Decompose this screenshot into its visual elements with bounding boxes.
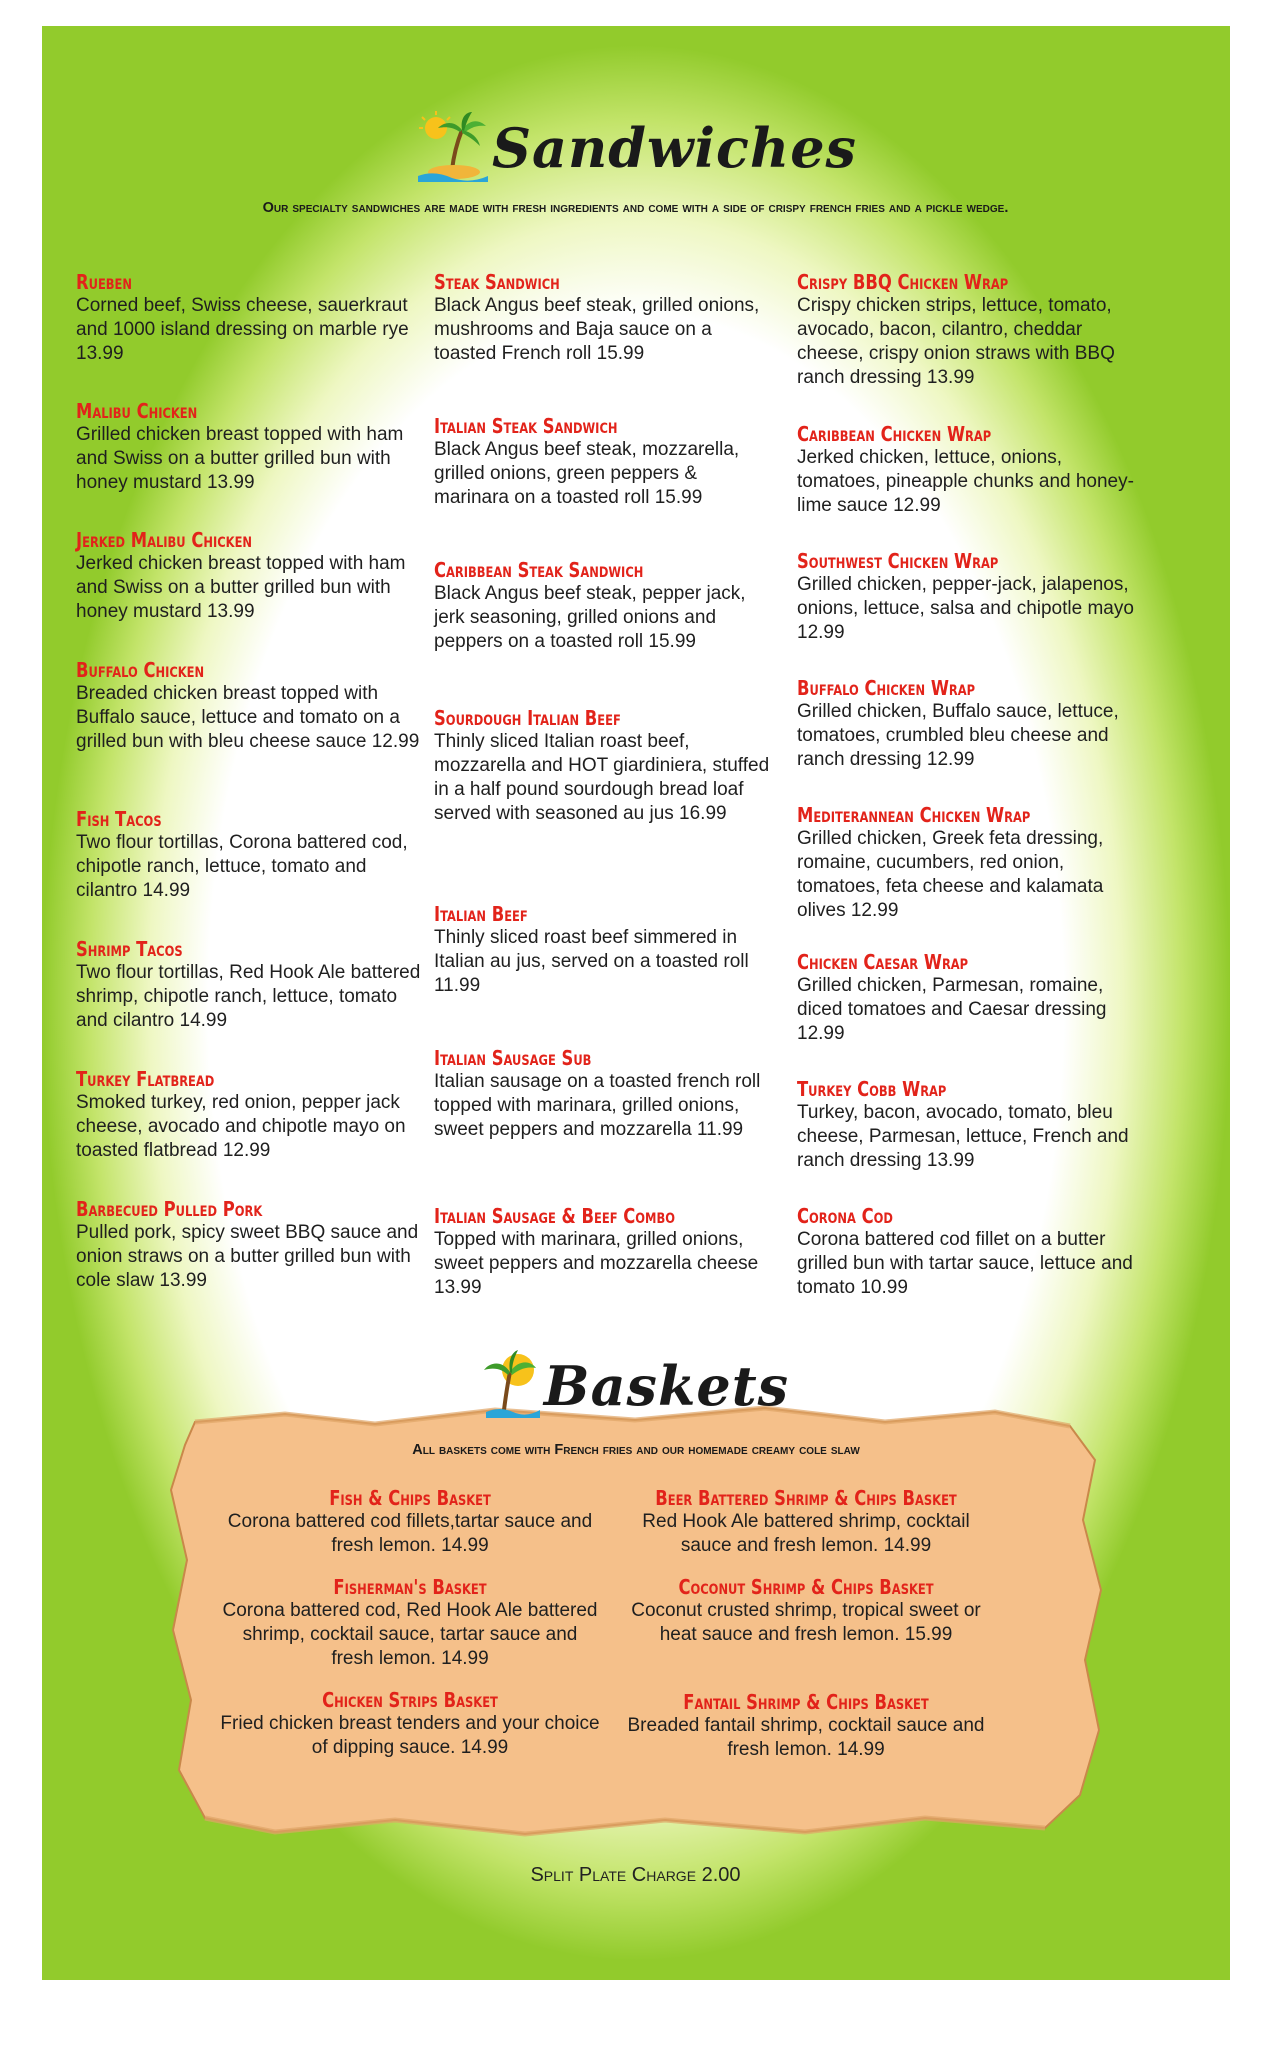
item-name: Fish & Chips Basket [329, 1486, 491, 1510]
item-description: Jerked chicken breast topped with ham and Swiss on a butter grilled bun with honey mustard 13.99 [76, 553, 406, 622]
menu-item [76, 807, 421, 903]
item-description: Corona battered cod fillets,tartar sauce and fresh lemon. 14.99 [227, 1511, 593, 1556]
palm-sun-icon [482, 1348, 544, 1423]
basket-item [616, 1575, 996, 1647]
item-name: Caribbean Steak Sandwich [434, 558, 644, 582]
item-name: Buffalo Chicken [76, 658, 205, 682]
item-name: Fisherman's Basket [333, 1575, 487, 1599]
menu-item [76, 1197, 421, 1293]
item-name: Southwest Chicken Wrap [797, 549, 999, 573]
sandwiches-intro: Our specialty sandwiches are made with fresh ingredients and come with a side of crispy french fries and a pickle wedge. [262, 200, 1009, 216]
item-name: Steak Sandwich [434, 270, 560, 294]
basket-item [220, 1575, 600, 1671]
item-name: Italian Beef [434, 902, 528, 926]
item-description: Corned beef, Swiss cheese, sauerkraut and 1000 island dressing on marble rye 13.99 [76, 295, 409, 364]
item-name: Beer Battered Shrimp & Chips Basket [655, 1486, 957, 1510]
menu-item [434, 270, 774, 366]
item-name: Rueben [76, 270, 133, 294]
item-description: Black Angus beef steak, mozzarella, grilled onions, green peppers & marinara on a toasted roll 15.99 [434, 439, 740, 508]
baskets-title: Baskets [543, 1353, 790, 1418]
item-description: Topped with marinara, grilled onions, sweet peppers and mozzarella cheese 13.99 [434, 1229, 759, 1298]
menu-item [76, 937, 421, 1033]
item-name: Italian Sausage & Beef Combo [434, 1204, 675, 1228]
menu-item [434, 414, 774, 510]
menu-item [797, 549, 1142, 645]
item-description: Thinly sliced Italian roast beef, mozzarella and HOT giardiniera, stuffed in a half pound sourdough bread loaf served with seasoned au jus 16.99 [434, 731, 770, 824]
item-description: Breaded chicken breast topped with Buffalo sauce, lettuce and tomato on a grilled bun with bleu cheese sauce 12.99 [76, 683, 420, 752]
item-name: Fish Tacos [76, 807, 162, 831]
menu-item [76, 1067, 421, 1163]
item-name: Chicken Caesar Wrap [797, 950, 969, 974]
item-name: Mediterannean Chicken Wrap [797, 803, 1031, 827]
item-name: Barbecued Pulled Pork [76, 1197, 263, 1221]
item-description: Grilled chicken, Greek feta dressing, romaine, cucumbers, red onion, tomatoes, feta cheese and kalamata olives 12.99 [797, 828, 1104, 921]
palm-island-icon [414, 108, 492, 187]
item-name: Fantail Shrimp & Chips Basket [683, 1690, 929, 1714]
item-description: Grilled chicken, Buffalo sauce, lettuce, tomatoes, crumbled bleu cheese and ranch dressing 12.99 [797, 701, 1119, 770]
item-description: Breaded fantail shrimp, cocktail sauce and fresh lemon. 14.99 [627, 1715, 985, 1760]
item-name: Crispy BBQ Chicken Wrap [797, 270, 1009, 294]
menu-item [76, 528, 421, 624]
item-description: Corona battered cod fillet on a butter grilled bun with tartar sauce, lettuce and tomato 10.99 [797, 1229, 1133, 1298]
menu-item [797, 803, 1142, 923]
item-name: Italian Sausage Sub [434, 1046, 592, 1070]
menu-item [797, 950, 1142, 1046]
item-description: Crispy chicken strips, lettuce, tomato, avocado, bacon, cilantro, cheddar cheese, crispy onion straws with BBQ ranch dressing 13.99 [797, 295, 1115, 388]
item-name: Coconut Shrimp & Chips Basket [678, 1575, 934, 1599]
menu-item [76, 399, 421, 495]
split-plate-charge: Split Plate Charge 2.00 [530, 1864, 741, 1886]
item-name: Sourdough Italian Beef [434, 706, 621, 730]
item-description: Black Angus beef steak, pepper jack, jerk seasoning, grilled onions and peppers on a toasted roll 15.99 [434, 583, 746, 652]
item-description: Jerked chicken, lettuce, onions, tomatoes, pineapple chunks and honey-lime sauce 12.99 [797, 447, 1134, 516]
menu-item [797, 1077, 1142, 1173]
item-description: Coconut crusted shrimp, tropical sweet or heat sauce and fresh lemon. 15.99 [631, 1600, 981, 1645]
item-description: Pulled pork, spicy sweet BBQ sauce and onion straws on a butter grilled bun with cole slaw 13.99 [76, 1222, 419, 1291]
item-name: Italian Steak Sandwich [434, 414, 618, 438]
basket-item [616, 1486, 996, 1558]
item-name: Chicken Strips Basket [322, 1688, 498, 1712]
item-name: Turkey Flatbread [76, 1067, 215, 1091]
item-description: Two flour tortillas, Corona battered cod, chipotle ranch, lettuce, tomato and cilantro 14.99 [76, 832, 408, 901]
item-name: Shrimp Tacos [76, 937, 183, 961]
item-description: Black Angus beef steak, grilled onions, mushrooms and Baja sauce on a toasted French roll 15.99 [434, 295, 760, 364]
item-name: Corona Cod [797, 1204, 893, 1228]
sandwiches-header [0, 108, 1271, 187]
menu-item [797, 1204, 1142, 1300]
item-description: Fried chicken breast tenders and your choice of dipping sauce. 14.99 [220, 1713, 600, 1758]
baskets-header [0, 1348, 1271, 1423]
item-name: Jerked Malibu Chicken [76, 528, 253, 552]
item-description: Turkey, bacon, avocado, tomato, bleu cheese, Parmesan, lettuce, French and ranch dressing 13.99 [797, 1102, 1129, 1171]
item-description: Grilled chicken, pepper-jack, jalapenos, onions, lettuce, salsa and chipotle mayo 12.99 [797, 574, 1134, 643]
item-description: Thinly sliced roast beef simmered in Italian au jus, served on a toasted roll 11.99 [434, 927, 749, 996]
menu-item [76, 270, 421, 366]
menu-item [76, 658, 421, 754]
item-name: Caribbean Chicken Wrap [797, 422, 992, 446]
menu-item [434, 706, 774, 826]
item-description: Two flour tortillas, Red Hook Ale battered shrimp, chipotle ranch, lettuce, tomato and cilantro 14.99 [76, 962, 421, 1031]
menu-item [797, 270, 1142, 390]
item-name: Turkey Cobb Wrap [797, 1077, 947, 1101]
item-name: Buffalo Chicken Wrap [797, 676, 976, 700]
baskets-intro: All baskets come with French fries and our homemade creamy cole slaw [412, 1442, 860, 1458]
item-name: Malibu Chicken [76, 399, 198, 423]
basket-item [220, 1688, 600, 1760]
basket-item [616, 1690, 996, 1762]
sandwiches-title: Sandwiches [492, 115, 857, 180]
item-description: Smoked turkey, red onion, pepper jack cheese, avocado and chipotle mayo on toasted flatbread 12.99 [76, 1092, 406, 1161]
item-description: Grilled chicken breast topped with ham and Swiss on a butter grilled bun with honey mustard 13.99 [76, 424, 404, 493]
basket-item [220, 1486, 600, 1558]
menu-item [434, 558, 774, 654]
menu-item [434, 1204, 774, 1300]
item-description: Grilled chicken, Parmesan, romaine, diced tomatoes and Caesar dressing 12.99 [797, 975, 1107, 1044]
item-description: Italian sausage on a toasted french roll topped with marinara, grilled onions, sweet peppers and mozzarella 11.99 [434, 1071, 761, 1140]
menu-item [434, 1046, 774, 1142]
menu-item [797, 676, 1142, 772]
menu-item [797, 422, 1142, 518]
item-description: Red Hook Ale battered shrimp, cocktail sauce and fresh lemon. 14.99 [642, 1511, 970, 1556]
item-description: Corona battered cod, Red Hook Ale battered shrimp, cocktail sauce, tartar sauce and fresh lemon. 14.99 [222, 1600, 598, 1669]
menu-item [434, 902, 774, 998]
